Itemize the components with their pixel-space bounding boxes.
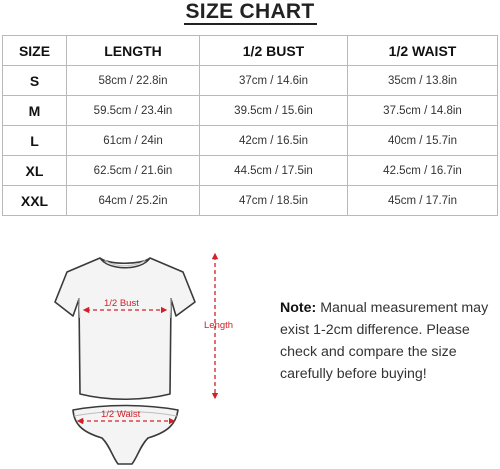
- length-cell: 59.5cm / 23.4in: [67, 96, 200, 126]
- table-row: [3, 186, 498, 216]
- table-row: [3, 156, 498, 186]
- waist-cell: 37.5cm / 14.8in: [348, 96, 498, 126]
- size-cell: L: [3, 126, 67, 156]
- size-cell: M: [3, 96, 67, 126]
- garment-measurement-diagram: [0, 240, 300, 469]
- header-half-bust: 1/2 BUST: [200, 36, 348, 66]
- note-label: Note:: [280, 300, 317, 316]
- table-row: [3, 126, 498, 156]
- length-cell: 62.5cm / 21.6in: [67, 156, 200, 186]
- length-label: Length: [204, 320, 234, 331]
- size-cell: XXL: [3, 186, 67, 216]
- header-half-waist: 1/2 WAIST: [348, 36, 498, 66]
- waist-cell: 42.5cm / 16.7in: [348, 156, 498, 186]
- waist-label: 1/2 Waist: [101, 409, 141, 420]
- waist-cell: 45cm / 17.7in: [348, 186, 498, 216]
- bust-label: 1/2 Bust: [104, 298, 139, 309]
- waist-cell: 40cm / 15.7in: [348, 126, 498, 156]
- table-header-row: [3, 36, 498, 66]
- size-cell: XL: [3, 156, 67, 186]
- note-paragraph: [280, 297, 495, 385]
- bust-cell: 47cm / 18.5in: [200, 186, 348, 216]
- length-cell: 61cm / 24in: [67, 126, 200, 156]
- note-text: Manual measurement may exist 1-2cm difference. Please check and compare the size carefully before buying!: [280, 300, 489, 382]
- size-table: [2, 35, 498, 216]
- bust-cell: 44.5cm / 17.5in: [200, 156, 348, 186]
- waist-cell: 35cm / 13.8in: [348, 66, 498, 96]
- length-measure-line: [204, 256, 233, 396]
- header-length: LENGTH: [67, 36, 200, 66]
- bust-cell: 37cm / 14.6in: [200, 66, 348, 96]
- bust-cell: 42cm / 16.5in: [200, 126, 348, 156]
- size-chart-title: [0, 0, 500, 24]
- bust-cell: 39.5cm / 15.6in: [200, 96, 348, 126]
- table-row: [3, 66, 498, 96]
- length-cell: 58cm / 22.8in: [67, 66, 200, 96]
- title-text: SIZE CHART: [185, 0, 315, 23]
- size-cell: S: [3, 66, 67, 96]
- header-size: SIZE: [3, 36, 67, 66]
- tshirt-illustration: [55, 258, 195, 399]
- length-cell: 64cm / 25.2in: [67, 186, 200, 216]
- table-row: [3, 96, 498, 126]
